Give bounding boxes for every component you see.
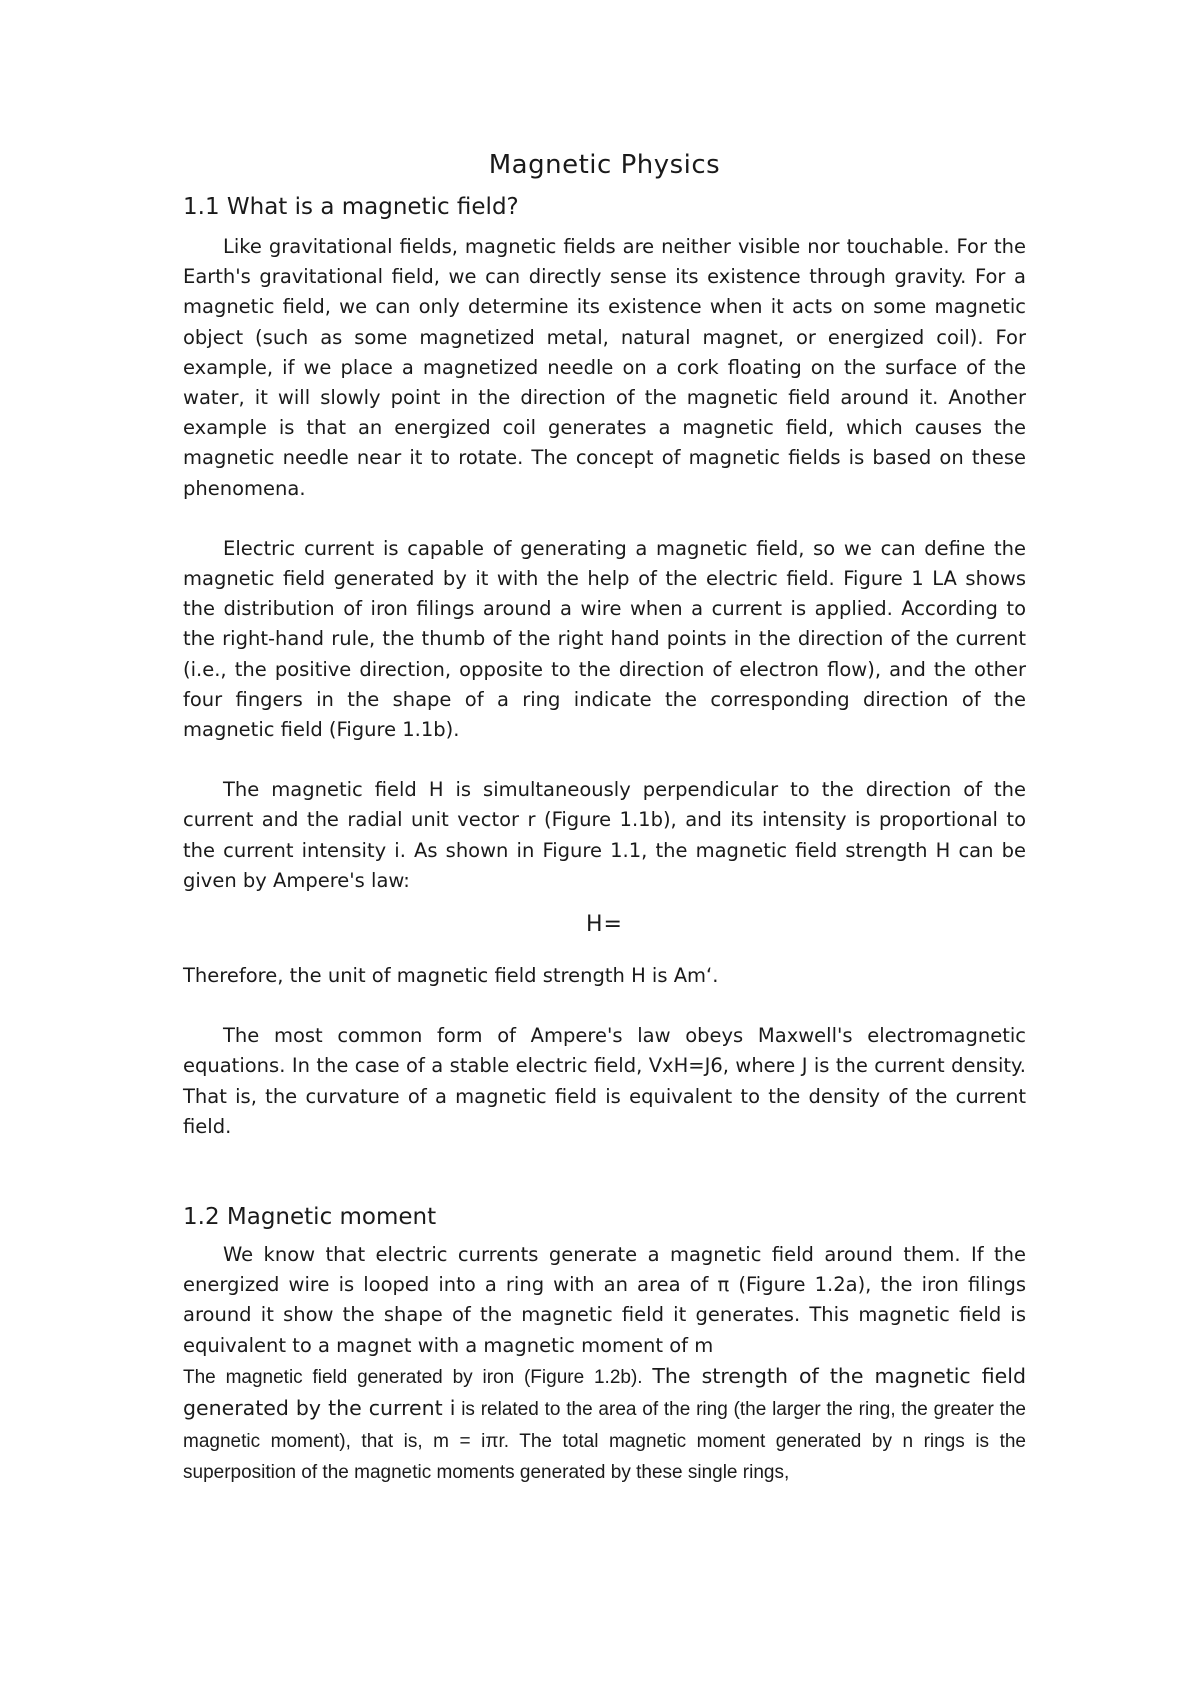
- text-run: The strength of the magnetic field generated by the current i: [183, 1363, 1026, 1421]
- paragraph: [183, 1361, 1026, 1489]
- section-heading-1-1: 1.1 What is a magnetic field?: [183, 194, 519, 220]
- amperes-law-equation: H=: [586, 912, 623, 938]
- paragraph: We know that electric currents generate a magnetic field around them. If the energized wire is looped into a ring with an area of π (Figure 1.2a), the iron filings around it show the shape of the magnetic field it generates. This magnetic field is equivalent to a magnet with a magnetic moment of m: [183, 1243, 1026, 1357]
- document-title: Magnetic Physics: [488, 150, 721, 180]
- section-spacer: [183, 1142, 1026, 1204]
- paragraph: The most common form of Ampere's law obeys Maxwell's electromagnetic equations. In the case of a stable electric field, VxH=J6, where J is the current density. That is, the curvature of a magnetic field is equivalent to the density of the current field.: [183, 1024, 1026, 1138]
- paragraph: The magnetic field H is simultaneously perpendicular to the direction of the current and the radial unit vector r (Figure 1.1b), and its intensity is proportional to the current intensity i. As shown in Figure 1.1, the magnetic field strength H can be given by Ampere's law:: [183, 778, 1026, 892]
- text-run: is related to the area of the ring (the larger the ring, the greater the magnetic moment), that is, m = iπr. The total magnetic moment generated by n rings is the superposition of the magnetic moments generated by these single rings,: [183, 1399, 1026, 1484]
- document-page: [183, 150, 1026, 1489]
- paragraph: Electric current is capable of generating a magnetic field, so we can define the magnetic field generated by it with the help of the electric field. Figure 1 LA shows the distribution of iron filings around a wire when a current is applied. According to the right-hand rule, the thumb of the right hand points in the direction of the current (i.e., the positive direction, opposite to the direction of electron flow), and the other four fingers in the shape of a ring indicate the corresponding direction of the magnetic field (Figure 1.1b).: [183, 536, 1026, 742]
- paragraph: Therefore, the unit of magnetic field strength H is Am‘.: [183, 964, 719, 988]
- text-run: The magnetic field generated by iron (Figure 1.2b).: [183, 1366, 653, 1388]
- section-heading-1-2: 1.2 Magnetic moment: [183, 1204, 437, 1231]
- paragraph: Like gravitational fields, magnetic fields are neither visible nor touchable. For the Earth's gravitational field, we can directly sense its existence through gravity. For a magnetic field, we can only determine its existence when it acts on some magnetic object (such as some magnetized metal, natural magnet, or energized coil). For example, if we place a magnetized needle on a cork floating on the surface of the water, it will slowly point in the direction of the magnetic field around it. Another example is that an energized coil generates a magnetic field, which causes the magnetic needle near it to rotate. The concept of magnetic fields is based on these phenomena.: [183, 235, 1026, 500]
